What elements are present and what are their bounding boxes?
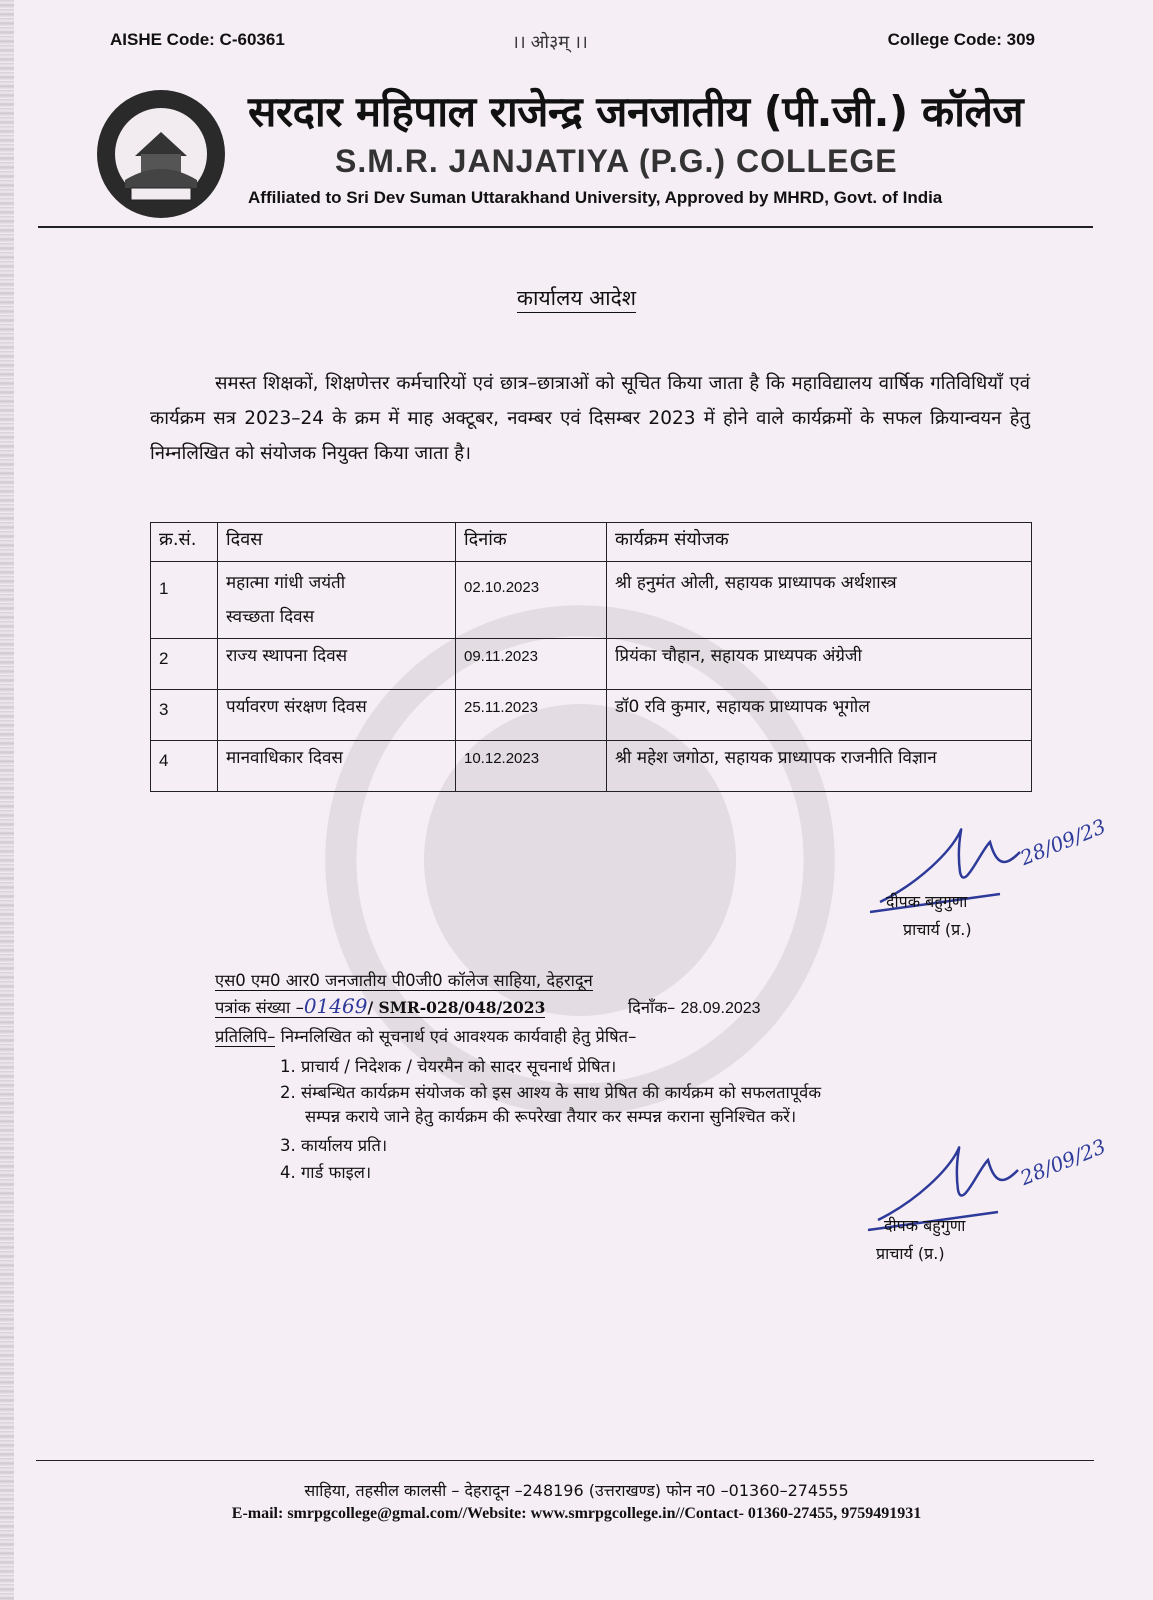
cell-day [218,562,456,639]
affiliation-line: Affiliated to Sri Dev Suman Uttarakhand University, Approved by MHRD, Govt. of India [248,188,943,207]
list-item: 4. गार्ड फाइल। [280,1163,372,1182]
cell-day-line2: स्वच्छता दिवस [226,607,315,627]
footer-contact: E-mail: smrpgcollege@gmal.com//Website: www.smrpgcollege.in//Contact- 01360-27455, 9759491931 [231,1505,922,1522]
cell-date: 02.10.2023 [456,562,607,639]
cell-day-line1: महात्मा गांधी जयंती [226,573,346,593]
list-item: सम्पन्न कराये जाने हेतु कार्यक्रम की रूपरेखा तैयार कर सम्पन्न कराना सुनिश्चित करें। [305,1107,797,1126]
signatory-role: प्राचार्य (प्र.) [903,920,972,939]
header-divider [38,226,1093,228]
table-header-row [151,523,1032,562]
list-item: 2. संम्बन्धित कार्यक्रम संयोजक को इस आश्य के साथ प्रेषित की कार्यक्रम को सफलतापूर्वक [280,1083,822,1102]
table-row [151,639,1032,690]
cell-day: राज्य स्थापना दिवस [218,639,456,690]
college-line [215,968,593,991]
om-invocation: ।। ओ३म् ।। [512,32,588,52]
college-title-english: S.M.R. JANJATIYA (P.G.) COLLEGE [335,143,898,179]
cell-day: पर्यावरण संरक्षण दिवस [218,690,456,741]
date-label: दिनाँक– [627,998,676,1017]
table-row [151,562,1032,639]
ref-suffix: / SMR-028/048/2023 [367,998,546,1017]
order-heading: कार्यालय आदेश [517,286,636,313]
signatory-role: प्राचार्य (प्र.) [876,1244,945,1263]
college-logo-icon [95,88,227,220]
cell-date: 25.11.2023 [456,690,607,741]
cell-date: 10.12.2023 [456,741,607,792]
copy-label: प्रतिलिपि– [215,1027,276,1046]
cell-coordinator: श्री हनुमंत ओली, सहायक प्राध्यापक अर्थशास्त्र [607,562,1032,639]
cell-sn: 1 [151,562,218,639]
order-heading-wrap [0,284,1153,312]
cell-sn: 4 [151,741,218,792]
date-value: 28.09.2023 [680,1000,761,1017]
list-item: 3. कार्यालय प्रति। [280,1136,388,1155]
ref-handwritten: 01469 [303,994,368,1018]
col-header-coordinator: कार्यक्रम संयोजक [607,523,1032,562]
aishe-code: AISHE Code: C-60361 [110,30,285,49]
program-table [150,522,1032,792]
cell-coordinator: प्रियंका चौहान, सहायक प्राध्यपक अंग्रेजी [607,639,1032,690]
cell-day: मानवाधिकार दिवस [218,741,456,792]
cell-sn: 2 [151,639,218,690]
reference-number [215,994,546,1018]
cell-coordinator: डॉ0 रवि कुमार, सहायक प्राध्यापक भूगोल [607,690,1032,741]
table-row [151,690,1032,741]
signature-handwritten-date: 28/09/23 [1016,814,1110,870]
footer-address: साहिया, तहसील कालसी – देहरादून –248196 (उत्तराखण्ड) फोन न0 –01360–274555 [304,1481,849,1500]
cell-coordinator: श्री महेश जगोठा, सहायक प्राध्यापक राजनीति विज्ञान [607,741,1032,792]
list-item: 1. प्राचार्य / निदेशक / चेयरमैन को सादर सूचनार्थ प्रेषित। [280,1057,617,1076]
signature-handwritten-date: 28/09/23 [1016,1134,1110,1190]
order-paragraph: समस्त शिक्षकों, शिक्षणेत्तर कर्मचारियों एवं छात्र–छात्राओं को सूचित किया जाता है कि महाविद्यालय वार्षिक गतिविधियाँ एवं कार्यक्रम सत्र 2023–24 के क्रम में माह अक्टूबर, नवम्बर एवं दिसम्बर 2023 में होने वाले कार्यक्रमों के सफल क्रियान्वयन हेतु निम्नलिखित को संयोजक नियुक्त किया जाता है। [150,373,1030,464]
cell-date: 09.11.2023 [456,639,607,690]
col-header-sn: क्र.सं. [151,523,218,562]
college-title-hindi: सरदार महिपाल राजेन्द्र जनजातीय (पी.जी.) कॉलेज [248,87,1024,136]
copy-line [215,1024,636,1047]
scan-edge [0,0,14,1600]
cell-sn: 3 [151,690,218,741]
table-row [151,741,1032,792]
col-header-day: दिवस [218,523,456,562]
college-code: College Code: 309 [887,30,1035,49]
reference-line [215,994,761,1018]
copy-intro: निम्नलिखित को सूचनार्थ एवं आवश्यक कार्यवाही हेतु प्रेषित– [275,1027,637,1046]
ref-label: पत्रांक संख्या – [215,998,304,1017]
college-line-text: एस0 एम0 आर0 जनजातीय पी0जी0 कॉलेज साहिया, देहरादून [215,971,593,990]
signatory-name: दीपक बहुगुणा [884,1216,966,1235]
col-header-date: दिनांक [456,523,607,562]
signatory-name: दीपक बहुगुणा [886,892,968,911]
footer-divider [36,1460,1094,1461]
